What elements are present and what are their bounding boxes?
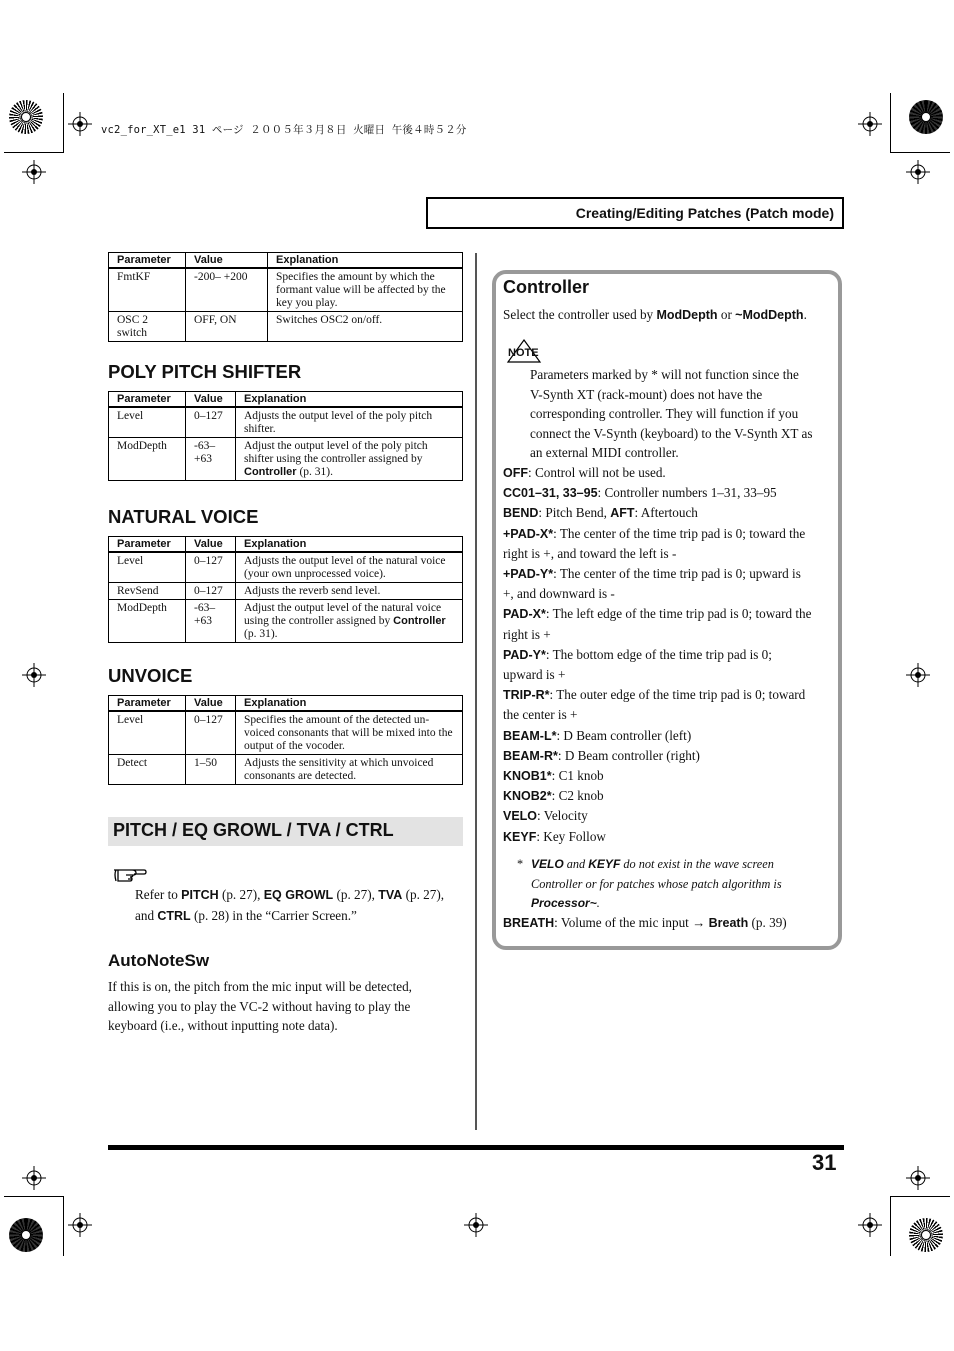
subsection-heading-autonotesw: AutoNoteSw: [108, 951, 210, 970]
list-item: TRIP-R*: The outer edge of the time trip pad is 0; toward the center is +: [503, 687, 806, 723]
param-cell: FmtKF: [109, 268, 186, 312]
column-header-explanation: Explanation: [236, 537, 463, 553]
section-heading-natural-voice: NATURAL VOICE: [108, 506, 259, 527]
crosshair-icon: [906, 663, 930, 687]
value-cell: 1–50: [186, 755, 236, 785]
table-row: [109, 407, 463, 438]
column-header-explanation: Explanation: [236, 392, 463, 408]
explanation-cell: Specifies the amount of the detected un-voiced consonants that will be mixed into the output of the vocoder.: [236, 711, 463, 755]
column-header-value: Value: [186, 392, 236, 408]
column-header-value: Value: [186, 696, 236, 712]
table-row: [109, 268, 463, 312]
footer-rule: [108, 1145, 844, 1150]
crosshair-icon: [858, 112, 882, 136]
section-heading-pitch-eq-growl: PITCH / EQ GROWL / TVA / CTRL: [108, 817, 463, 846]
param-cell: Detect: [109, 755, 186, 785]
param-cell: ModDepth: [109, 600, 186, 643]
crosshair-icon: [906, 1166, 930, 1190]
value-cell: -63– +63: [186, 438, 236, 481]
explanation-cell: Adjust the output level of the natural voice using the controller assigned by Controller (p. 31).: [236, 600, 463, 643]
param-cell: Level: [109, 552, 186, 583]
note-text: Parameters marked by * will not function since the V-Synth XT (rack-mount) does not have the corresponding controller. They will function if you connect the V-Synth (keyboard) to the V-Synth XT as an external MIDI controller.: [530, 367, 813, 460]
table-row: [109, 600, 463, 643]
crosshair-icon: [22, 663, 46, 687]
explanation-cell: Adjusts the sensitivity at which unvoiced consonants are detected.: [236, 755, 463, 785]
explanation-cell: Adjusts the reverb send level.: [236, 583, 463, 600]
list-item: KEYF: Key Follow: [503, 828, 606, 844]
section-heading-poly-pitch-shifter: POLY PITCH SHIFTER: [108, 361, 302, 382]
column-header-parameter: Parameter: [109, 537, 186, 553]
table-header-row: [109, 696, 463, 712]
param-cell: Level: [109, 407, 186, 438]
list-item: KNOB2*: C2 knob: [503, 788, 604, 804]
pitch-reference-text: Refer to PITCH (p. 27), EQ GROWL (p. 27), TVA (p. 27), and CTRL (p. 28) in the “Carrier Screen.”: [135, 887, 445, 923]
explanation-cell: Switches OSC2 on/off.: [268, 312, 463, 342]
column-header-parameter: Parameter: [109, 392, 186, 408]
note-label: NOTE: [508, 347, 539, 359]
crosshair-icon: [906, 160, 930, 184]
table-header-row: [109, 537, 463, 553]
value-cell: OFF, ON: [186, 312, 268, 342]
crosshair-icon: [22, 1166, 46, 1190]
page-number: 31: [812, 1150, 837, 1175]
crosshair-icon: [858, 1213, 882, 1237]
formant-table: [108, 252, 463, 342]
column-divider: [475, 253, 477, 1130]
column-header-explanation: Explanation: [236, 696, 463, 712]
controller-intro: Select the controller used by ModDepth or ~ModDepth.: [503, 307, 807, 322]
registration-star-icon: [909, 1218, 943, 1252]
column-header-value: Value: [186, 537, 236, 553]
table-header-row: [109, 253, 463, 269]
explanation-cell: Adjusts the output level of the poly pitch shifter.: [236, 407, 463, 438]
list-item: BEAM-L*: D Beam controller (left): [503, 727, 692, 743]
param-cell: Level: [109, 711, 186, 755]
table-row: [109, 552, 463, 583]
crosshair-icon: [22, 160, 46, 184]
list-item: BEAM-R*: D Beam controller (right): [503, 747, 700, 763]
param-cell: ModDepth: [109, 438, 186, 481]
list-item: KNOB1*: C1 knob: [503, 768, 604, 784]
unvoice-table: [108, 695, 463, 785]
crosshair-icon: [68, 112, 92, 136]
registration-star-icon: [9, 1218, 43, 1252]
controller-heading: Controller: [503, 277, 590, 297]
breath-item: BREATH: Volume of the mic input → Breath (p. 39): [503, 915, 787, 930]
value-cell: 0–127: [186, 711, 236, 755]
pointing-hand-icon: [112, 864, 148, 884]
autonotesw-description: If this is on, the pitch from the mic input will be detected, allowing you to play the VC-2 without having to play the keyboard (i.e., without inputting note data).: [108, 979, 412, 1033]
list-item: +PAD-X*: The center of the time trip pad is 0; toward the right is +, and toward the left is -: [503, 525, 806, 561]
param-cell: RevSend: [109, 583, 186, 600]
crosshair-icon: [68, 1213, 92, 1237]
table-row: [109, 755, 463, 785]
print-job-line: vc2_for_XT_e1 31 ページ ２００５年３月８日 火曜日 午後４時５２分: [101, 124, 467, 136]
value-cell: -200– +200: [186, 268, 268, 312]
list-item: BEND: Pitch Bend, AFT: Aftertouch: [503, 505, 698, 521]
value-cell: 0–127: [186, 407, 236, 438]
list-item: CC01–31, 33–95: Controller numbers 1–31, 33–95: [503, 485, 777, 501]
explanation-cell: Adjusts the output level of the natural voice (your own unprocessed voice).: [236, 552, 463, 583]
column-header-explanation: Explanation: [268, 253, 463, 269]
table-row: [109, 312, 463, 342]
poly-pitch-shifter-table: [108, 391, 463, 481]
list-item: PAD-X*: The left edge of the time trip pad is 0; toward the right is +: [503, 606, 812, 642]
list-item: +PAD-Y*: The center of the time trip pad is 0; upward is +, and downward is -: [503, 566, 801, 602]
list-item: VELO: Velocity: [503, 808, 588, 824]
controller-options-list: [503, 463, 835, 847]
column-header-parameter: Parameter: [109, 253, 186, 269]
value-cell: -63– +63: [186, 600, 236, 643]
explanation-cell: Specifies the amount by which the formant value will be affected by the key you play.: [268, 268, 463, 312]
registration-star-icon: [909, 100, 943, 134]
column-header-value: Value: [186, 253, 268, 269]
column-header-parameter: Parameter: [109, 696, 186, 712]
value-cell: 0–127: [186, 583, 236, 600]
section-heading-unvoice: UNVOICE: [108, 665, 193, 686]
registration-star-icon: [9, 100, 43, 134]
explanation-cell: Adjust the output level of the poly pitch shifter using the controller assigned by Controller (p. 31).: [236, 438, 463, 481]
list-item: PAD-Y*: The bottom edge of the time trip pad is 0; upward is +: [503, 646, 772, 683]
value-cell: 0–127: [186, 552, 236, 583]
table-header-row: [109, 392, 463, 408]
running-header: Creating/Editing Patches (Patch mode): [426, 197, 844, 229]
natural-voice-table: [108, 536, 463, 643]
table-row: [109, 438, 463, 481]
param-cell: OSC 2 switch: [109, 312, 186, 342]
crosshair-icon: [464, 1213, 488, 1237]
table-row: [109, 711, 463, 755]
footnote: * VELO and KEYF do not exist in the wave screen Controller or for patches whose patch algorithm is Processor~.: [517, 857, 782, 910]
table-row: [109, 583, 463, 600]
list-item: OFF: Control will not be used.: [503, 465, 666, 480]
